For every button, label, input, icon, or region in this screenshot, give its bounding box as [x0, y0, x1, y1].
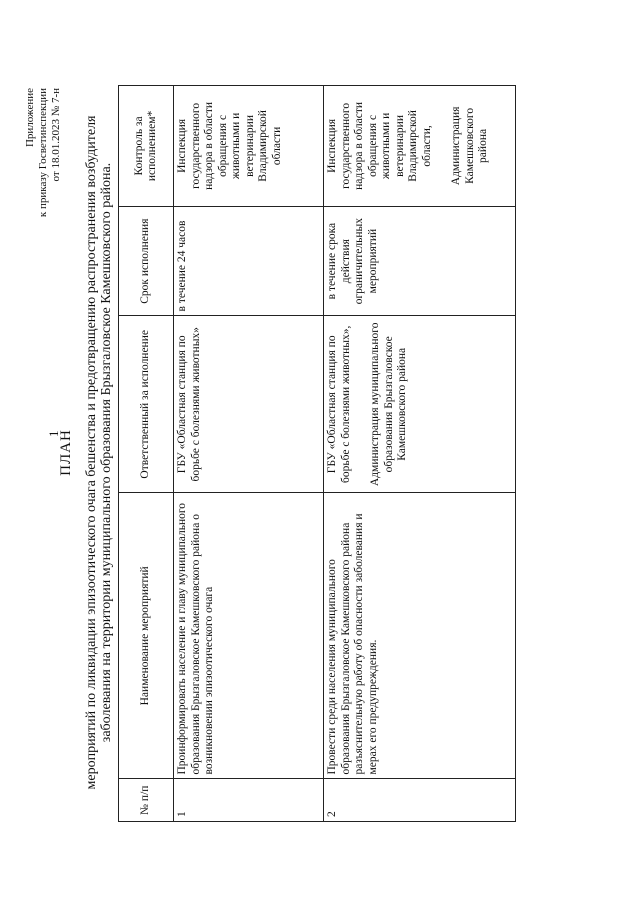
page-number: 1: [46, 430, 61, 437]
table-row: [324, 86, 516, 822]
appendix-line-2: к приказу Госветинспекции: [37, 88, 49, 218]
row-name: Проинформировать население и главу муниципального образования Брызгаловское Камешковского района о возникновении эпизоотического очага: [174, 493, 324, 779]
row-responsible-primary: ГБУ «Областная станция по борьбе с болезнями животных»,: [326, 325, 352, 483]
row-control: [324, 86, 516, 207]
header-term: Срок исполнения: [119, 206, 174, 316]
row-name: Провести среди населения муниципального образования Брызгаловское Камешковского района разъяснительную работу об опасности заболевания и мерах его предупреждения.: [324, 493, 516, 779]
row-responsible: [174, 316, 324, 493]
row-term: в течение срока действия ограничительных мероприятий: [324, 206, 516, 316]
header-name: Наименование мероприятий: [119, 493, 174, 779]
row-control: [174, 86, 324, 207]
appendix-line-1: Приложение: [24, 88, 36, 148]
table-row: [174, 86, 324, 822]
appendix-line-3: от 18.01.2023 № 7-н: [50, 88, 62, 182]
document-subtitle: мероприятий по ликвидации эпизоотического очага бешенства и предотвращению распространения возбудителя заболевания на территории муниципального образования Брызгаловское Камешковского района.: [84, 115, 114, 790]
row-num: 1: [174, 779, 324, 822]
header-control: Контроль за исполнением*: [119, 86, 174, 207]
row-responsible-primary: ГБУ «Областная станция по борьбе с болезнями животных»: [176, 327, 202, 482]
plan-table: [118, 85, 516, 822]
document-title: ПЛАН: [58, 429, 74, 476]
row-control-secondary: Администрация Камешковского района: [450, 106, 489, 186]
row-responsible-secondary: Администрация муниципального образования Брызгаловское Камешковского района: [369, 322, 408, 487]
row-responsible: [324, 316, 516, 493]
row-control-primary: Инспекция государственного надзора в области обращения с животными и ветеринарии Владимирской области,: [326, 101, 433, 190]
row-control-primary: Инспекция государственного надзора в области обращения с животными и ветеринарии Владимирской области: [176, 101, 283, 190]
header-num: № п/п: [119, 779, 174, 822]
row-num: 2: [324, 779, 516, 822]
table-header-row: [119, 86, 174, 822]
header-responsible: Ответственный за исполнение: [119, 316, 174, 493]
row-term: в течение 24 часов: [174, 206, 324, 316]
